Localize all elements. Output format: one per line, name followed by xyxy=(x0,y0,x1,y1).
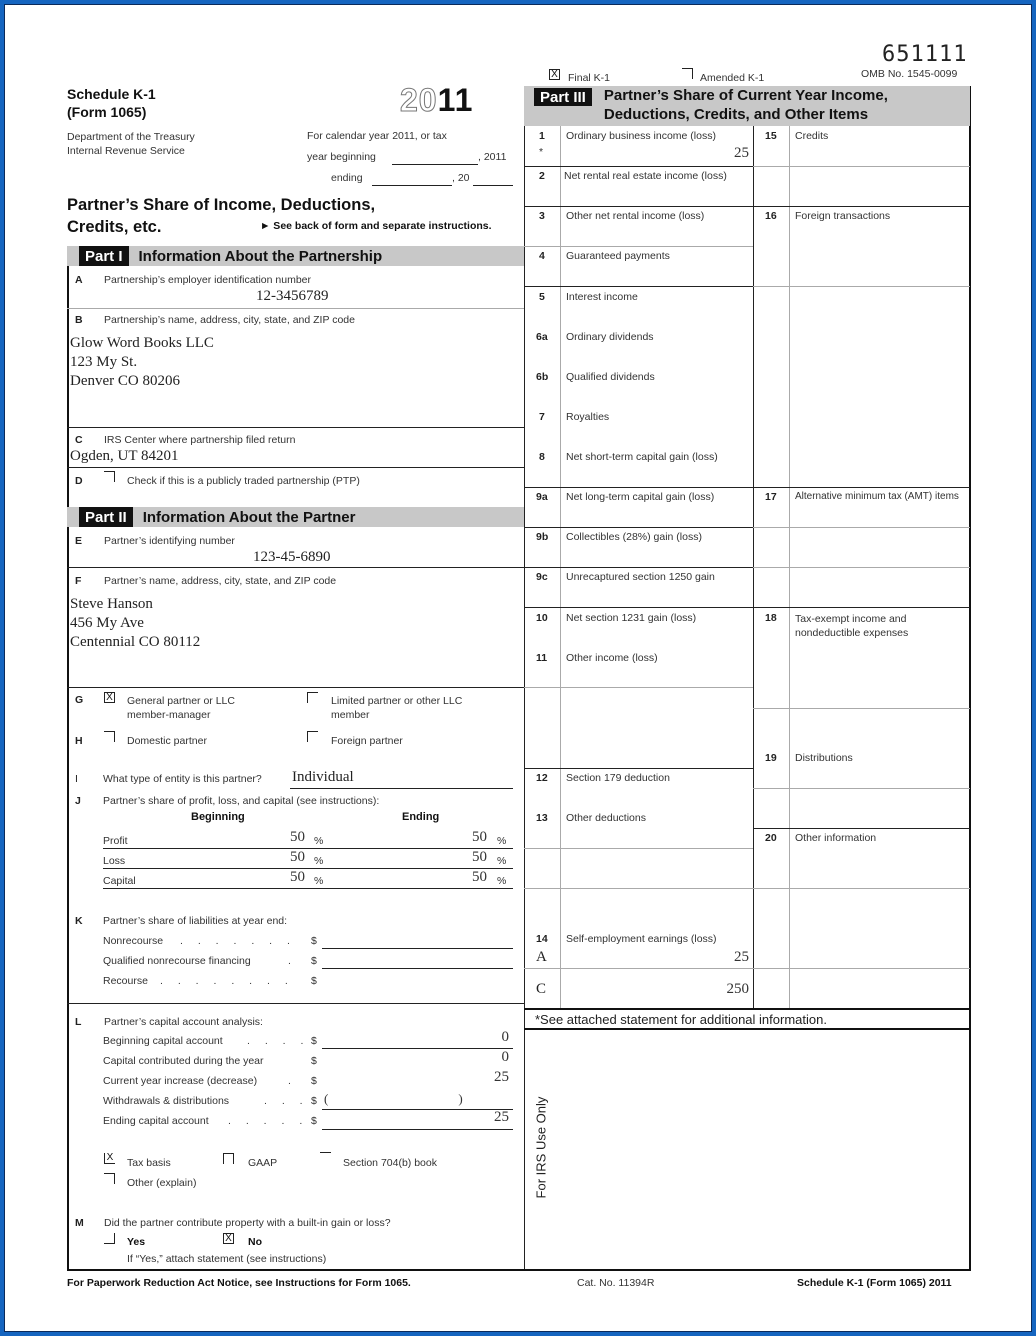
omb-number: OMB No. 1545-0099 xyxy=(861,68,958,80)
divider xyxy=(753,206,970,207)
percent-sign: % xyxy=(497,875,507,887)
divider xyxy=(524,246,753,247)
leader-dots: . xyxy=(288,955,297,967)
box-code: * xyxy=(539,146,544,158)
box-label: Alternative minimum tax (AMT) items xyxy=(795,491,959,502)
box-number: 12 xyxy=(536,772,548,784)
loss-ending[interactable]: 50 xyxy=(472,849,487,865)
percent-sign: % xyxy=(314,855,324,867)
divider xyxy=(524,768,753,769)
gaap-label: GAAP xyxy=(248,1157,278,1169)
item-b-label: Partnership’s name, address, city, state, and ZIP code xyxy=(104,314,355,326)
share-row-label: Loss xyxy=(103,855,126,867)
dollar-sign: $ xyxy=(311,1115,317,1127)
liabilities-label: Partner’s share of liabilities at year end: xyxy=(103,915,288,927)
amended-k1-checkbox[interactable] xyxy=(682,68,693,79)
item-m-letter: M xyxy=(75,1217,84,1229)
box-label xyxy=(795,612,908,640)
general-partner-label-line1: General partner or LLC xyxy=(127,695,235,707)
box-label: Self-employment earnings (loss) xyxy=(566,933,717,945)
share-label: Partner’s share of profit, loss, and capital (see instructions): xyxy=(103,795,380,807)
box-label-line1: Tax-exempt income and xyxy=(795,613,907,625)
divider xyxy=(322,948,513,949)
divider xyxy=(524,487,753,488)
box14-code-c[interactable]: C xyxy=(536,981,547,997)
dollar-sign: $ xyxy=(311,955,317,967)
divider xyxy=(524,166,753,167)
other-basis-label: Other (explain) xyxy=(127,1177,197,1189)
partner-city: Centennial CO 80112 xyxy=(70,634,201,650)
item-j-letter: J xyxy=(75,795,81,807)
box-number: 9b xyxy=(536,531,549,543)
schedule-name: Schedule K-1 xyxy=(67,86,156,102)
catalog-number: Cat. No. 11394R xyxy=(577,1277,655,1289)
partnership-street: 123 My St. xyxy=(70,354,138,370)
item-d-letter: D xyxy=(75,475,83,487)
item-g-letter: G xyxy=(75,694,84,706)
domestic-partner-checkbox[interactable] xyxy=(104,731,115,742)
limited-partner-checkbox[interactable] xyxy=(307,692,318,703)
box14-code-a[interactable]: A xyxy=(536,949,547,965)
schedule-title xyxy=(67,85,156,121)
profit-beginning[interactable]: 50 xyxy=(290,829,305,845)
capital-beginning[interactable]: 50 xyxy=(290,869,305,885)
part2-title: Information About the Partner xyxy=(142,508,356,526)
leader-dots: . . . xyxy=(264,1095,309,1107)
capital-row-label: Current year increase (decrease) xyxy=(103,1075,258,1087)
divider xyxy=(753,286,970,287)
other-basis-checkbox[interactable] xyxy=(104,1173,115,1184)
box-number: 20 xyxy=(765,832,777,844)
divider xyxy=(753,828,970,829)
divider xyxy=(753,166,970,167)
built-in-gain-question: Did the partner contribute property with a built-in gain or loss? xyxy=(104,1217,391,1229)
current-year-increase-value[interactable]: 25 xyxy=(494,1069,509,1085)
divider xyxy=(67,308,524,309)
beginning-capital-value[interactable]: 0 xyxy=(501,1029,509,1045)
item-f-letter: F xyxy=(75,575,82,587)
divider xyxy=(67,467,524,468)
box-number: 10 xyxy=(536,612,548,624)
item-e-label: Partner’s identifying number xyxy=(104,535,235,547)
foreign-partner-checkbox[interactable] xyxy=(307,731,318,742)
ending-year-field[interactable] xyxy=(473,185,513,186)
year-beginning-field[interactable] xyxy=(392,164,478,165)
box-label: Net rental real estate income (loss) xyxy=(564,170,727,182)
box-label: Royalties xyxy=(566,411,610,423)
left-border xyxy=(67,246,69,1270)
box-label: Qualified dividends xyxy=(566,371,655,383)
divider xyxy=(753,888,970,889)
form-title-line1: Partner’s Share of Income, Deductions, xyxy=(67,196,376,214)
box-label: Interest income xyxy=(566,291,638,303)
box-number: 17 xyxy=(765,491,777,503)
item-c-label: IRS Center where partnership filed return xyxy=(104,434,296,446)
box-number: 13 xyxy=(536,812,548,824)
see-back-note: ► See back of form and separate instructions. xyxy=(260,220,492,232)
part1-header xyxy=(67,246,524,266)
box-label: Ordinary dividends xyxy=(566,331,654,343)
loss-beginning[interactable]: 50 xyxy=(290,849,305,865)
item-a-letter: A xyxy=(75,274,83,286)
box-number: 2 xyxy=(539,170,545,182)
form-reference: Schedule K-1 (Form 1065) 2011 xyxy=(797,1277,952,1289)
general-partner-label xyxy=(127,694,235,722)
percent-sign: % xyxy=(497,855,507,867)
box-label: Other income (loss) xyxy=(566,652,658,664)
liability-label: Nonrecourse xyxy=(103,935,164,947)
item-e-letter: E xyxy=(75,535,83,547)
box-label: Other deductions xyxy=(566,812,646,824)
department xyxy=(67,130,195,158)
capital-row-label: Beginning capital account xyxy=(103,1035,223,1047)
agency-line: Internal Revenue Service xyxy=(67,145,185,157)
box-label: Distributions xyxy=(795,752,853,764)
box-label: Net short-term capital gain (loss) xyxy=(566,451,718,463)
final-k1-checkbox[interactable]: X xyxy=(549,69,560,80)
divider xyxy=(322,1129,513,1130)
part3-tag: Part III xyxy=(534,88,592,106)
capital-row-label: Ending capital account xyxy=(103,1115,209,1127)
divider xyxy=(524,1028,971,1030)
ptp-checkbox[interactable] xyxy=(104,471,115,482)
part1-title: Information About the Partnership xyxy=(138,247,383,265)
dollar-sign: $ xyxy=(311,975,317,987)
form-number: 651111 xyxy=(882,42,968,67)
box-number: 16 xyxy=(765,210,777,222)
box-number: 6b xyxy=(536,371,549,383)
divider xyxy=(322,968,513,969)
bottom-border xyxy=(67,1269,971,1271)
divider xyxy=(67,427,524,428)
capital-ending[interactable]: 50 xyxy=(472,869,487,885)
partnership-name: Glow Word Books LLC xyxy=(70,335,214,351)
box-number: 11 xyxy=(536,652,548,664)
divider xyxy=(524,527,753,528)
entity-type-value[interactable]: Individual xyxy=(292,769,354,785)
paperwork-notice: For Paperwork Reduction Act Notice, see Instructions for Form 1065. xyxy=(67,1277,411,1289)
item-f-label: Partner’s name, address, city, state, and ZIP code xyxy=(104,575,337,587)
year-bold: 11 xyxy=(437,82,474,118)
box-label: Unrecaptured section 1250 gain xyxy=(566,571,715,583)
amended-k1-label: Amended K-1 xyxy=(700,72,765,84)
section-704b-label: Section 704(b) book xyxy=(343,1157,437,1169)
capital-row-label: Withdrawals & distributions xyxy=(103,1095,230,1107)
box-number: 9a xyxy=(536,491,548,503)
divider xyxy=(67,687,524,688)
leader-dots: . . . . . xyxy=(228,1115,309,1127)
entity-type-line xyxy=(290,788,513,789)
final-k1-label: Final K-1 xyxy=(568,72,611,84)
irs-center[interactable]: Ogden, UT 84201 xyxy=(70,448,179,464)
item-k-letter: K xyxy=(75,915,83,927)
domestic-partner-label: Domestic partner xyxy=(127,735,207,747)
item-i-letter: I xyxy=(75,773,78,785)
yes-attach-note: If “Yes,” attach statement (see instructions) xyxy=(127,1253,327,1265)
part3-title-line1: Partner’s Share of Current Year Income, xyxy=(603,87,888,104)
box-label: Foreign transactions xyxy=(795,210,891,222)
part1-tag: Part I xyxy=(79,246,129,266)
divider xyxy=(67,567,524,568)
box14-value-c[interactable]: 250 xyxy=(726,981,749,997)
partner-street: 456 My Ave xyxy=(70,615,144,631)
dollar-sign: $ xyxy=(311,1055,317,1067)
capital-contributed-value[interactable]: 0 xyxy=(501,1049,509,1065)
box-number: 5 xyxy=(539,291,545,303)
box-number: 9c xyxy=(536,571,548,583)
percent-sign: % xyxy=(314,875,324,887)
part3-title-line2: Deductions, Credits, and Other Items xyxy=(603,106,869,123)
general-partner-checkbox[interactable]: X xyxy=(104,692,115,703)
ending-year-prefix: , 20 xyxy=(452,172,470,184)
box-label: Collectibles (28%) gain (loss) xyxy=(566,531,702,543)
divider xyxy=(753,708,970,709)
divider xyxy=(524,567,753,568)
divider xyxy=(753,607,970,608)
box-label: Section 179 deduction xyxy=(566,772,670,784)
divider xyxy=(524,968,753,969)
gaap-checkbox[interactable] xyxy=(223,1153,234,1164)
calendar-year-text: For calendar year 2011, or tax xyxy=(307,130,447,142)
divider xyxy=(524,206,753,207)
box-number: 18 xyxy=(765,612,777,624)
ending-capital-value[interactable]: 25 xyxy=(494,1109,509,1125)
ending-header: Ending xyxy=(402,811,440,823)
box-number: 15 xyxy=(765,130,777,142)
liability-label: Recourse xyxy=(103,975,148,987)
divider xyxy=(524,1008,971,1010)
divider xyxy=(753,487,970,488)
ptp-label: Check if this is a publicly traded partnership (PTP) xyxy=(127,475,360,487)
yes-label: Yes xyxy=(127,1236,146,1248)
right-border xyxy=(969,86,971,1270)
percent-sign: % xyxy=(314,835,324,847)
box-number: 14 xyxy=(536,933,548,945)
divider xyxy=(753,788,970,789)
capital-analysis-label: Partner’s capital account analysis: xyxy=(104,1016,263,1028)
dollar-sign: $ xyxy=(311,1075,317,1087)
beginning-header: Beginning xyxy=(191,811,245,823)
leader-dots: . . . . . . . xyxy=(180,935,296,947)
divider xyxy=(67,1003,524,1004)
item-a-label: Partnership’s employer identification number xyxy=(104,274,311,286)
box-label: Net section 1231 gain (loss) xyxy=(566,612,697,624)
item-b-letter: B xyxy=(75,314,83,326)
partnership-ein[interactable]: 12-3456789 xyxy=(256,288,329,304)
box-number: 8 xyxy=(539,451,545,463)
item-c-letter: C xyxy=(75,434,83,446)
divider xyxy=(753,567,970,568)
withdrawals-value[interactable]: ( ) xyxy=(324,1091,463,1106)
general-partner-label-line2: member-manager xyxy=(127,709,211,721)
form-name: (Form 1065) xyxy=(67,104,147,120)
divider xyxy=(524,687,753,688)
dollar-sign: $ xyxy=(311,935,317,947)
limited-partner-label-line2: member xyxy=(331,709,370,721)
percent-sign: % xyxy=(497,835,507,847)
tax-basis-checkbox[interactable]: X xyxy=(104,1153,115,1164)
partnership-city: Denver CO 80206 xyxy=(70,373,180,389)
section-704b-checkbox[interactable] xyxy=(320,1152,331,1163)
year-beginning-suffix: , 2011 xyxy=(478,151,507,163)
box-label: Other net rental income (loss) xyxy=(566,210,705,222)
box14-value-a[interactable]: 25 xyxy=(734,949,749,965)
part2-tag: Part II xyxy=(79,507,133,527)
box-label: Ordinary business income (loss) xyxy=(566,130,716,142)
dollar-sign: $ xyxy=(311,1095,317,1107)
leader-dots: . . . . xyxy=(247,1035,310,1047)
item-h-letter: H xyxy=(75,735,83,747)
leader-dots: . xyxy=(288,1075,297,1087)
no-label: No xyxy=(248,1236,262,1248)
divider xyxy=(103,888,513,889)
box-label: Net long-term capital gain (loss) xyxy=(566,491,715,503)
tax-basis-label: Tax basis xyxy=(127,1157,171,1169)
box-number: 3 xyxy=(539,210,545,222)
ending-label: ending xyxy=(331,172,363,184)
year-beginning-label: year beginning xyxy=(307,151,376,163)
partner-id-number[interactable]: 123-45-6890 xyxy=(253,549,331,565)
form-title-line2: Credits, etc. xyxy=(67,218,162,236)
entity-type-label: What type of entity is this partner? xyxy=(103,773,262,785)
divider xyxy=(524,888,753,889)
no-checkbox[interactable]: X xyxy=(223,1233,234,1244)
ordinary-income-value[interactable]: 25 xyxy=(734,145,749,161)
ending-date-field[interactable] xyxy=(372,185,452,186)
box-label: Credits xyxy=(795,130,829,142)
item-l-letter: L xyxy=(75,1016,82,1028)
divider xyxy=(524,607,753,608)
box-number: 1 xyxy=(539,130,545,142)
part2-header xyxy=(67,507,524,527)
part3-title xyxy=(604,86,888,124)
box-number: 7 xyxy=(539,411,545,423)
divider xyxy=(524,848,753,849)
dollar-sign: $ xyxy=(311,1035,317,1047)
capital-row-label: Capital contributed during the year xyxy=(103,1055,264,1067)
center-divider xyxy=(524,86,525,1270)
limited-partner-label xyxy=(331,694,462,722)
part3-header xyxy=(524,86,970,126)
divider xyxy=(524,286,753,287)
share-row-label: Capital xyxy=(103,875,136,887)
attached-statement-note: *See attached statement for additional information. xyxy=(535,1012,827,1027)
divider xyxy=(753,968,970,969)
department-line: Department of the Treasury xyxy=(67,131,195,143)
box-number: 6a xyxy=(536,331,548,343)
irs-use-only-label: For IRS Use Only xyxy=(533,1096,549,1199)
foreign-partner-label: Foreign partner xyxy=(331,735,403,747)
share-row-label: Profit xyxy=(103,835,128,847)
year-outline: 20 xyxy=(400,82,438,118)
box-number: 19 xyxy=(765,752,777,764)
liability-label: Qualified nonrecourse financing xyxy=(103,955,251,967)
tax-year xyxy=(400,82,473,119)
partner-name: Steve Hanson xyxy=(70,596,153,612)
profit-ending[interactable]: 50 xyxy=(472,829,487,845)
box-label: Other information xyxy=(795,832,877,844)
box-label: Guaranteed payments xyxy=(566,250,670,262)
yes-checkbox[interactable] xyxy=(104,1233,115,1244)
box-number: 4 xyxy=(539,250,545,262)
leader-dots: . . . . . . . . xyxy=(160,975,294,987)
partnership-address[interactable] xyxy=(70,334,214,391)
partner-address[interactable] xyxy=(70,595,200,652)
box-label-line2: nondeductible expenses xyxy=(795,627,909,639)
divider xyxy=(753,527,970,528)
limited-partner-label-line1: Limited partner or other LLC xyxy=(331,695,463,707)
